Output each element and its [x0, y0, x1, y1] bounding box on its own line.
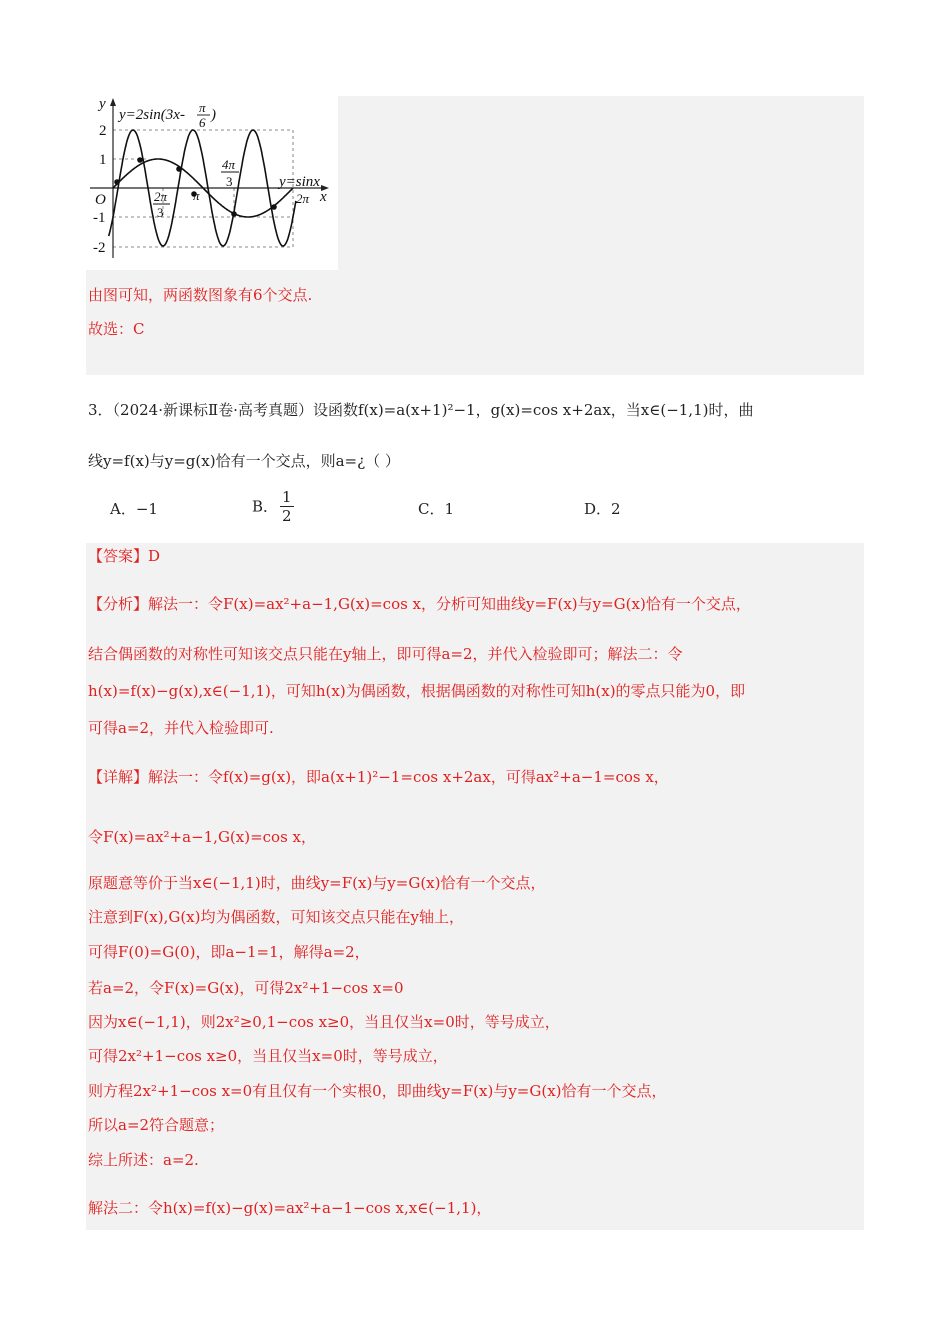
origin-label: O [95, 192, 106, 208]
analysis-line-1: 【分析】解法一：令F(x)=ax²+a−1,G(x)=cos x，分析可知曲线y=F(x)与y=G(x)恰有一个交点， [88, 595, 751, 613]
option-b-prefix: B． [252, 497, 279, 516]
method-two-line: 解法二：令h(x)=f(x)−g(x)=ax²+a−1−cos x,x∈(−1,1)， [88, 1199, 492, 1217]
previous-conclusion: 由图可知，两函数图象有6个交点. [88, 286, 313, 304]
detail-line-6: 若a=2，令F(x)=G(x)，可得2x²+1−cos x=0 [88, 979, 404, 997]
curve2-label: y=sinx [279, 174, 320, 190]
tick-2pi3-num: 2π [154, 189, 168, 204]
option-b[interactable] [252, 488, 296, 525]
option-d[interactable]: D．2 [584, 500, 621, 518]
option-c[interactable]: C．1 [418, 500, 455, 518]
tick-pi: π [193, 188, 200, 203]
detail-line-5: 可得F(0)=G(0)，即a−1=1，解得a=2， [88, 943, 370, 961]
detail-line-9: 则方程2x²+1−cos x=0有且仅有一个实根0，即曲线y=F(x)与y=G(x)恰有一个交点， [88, 1082, 667, 1100]
curve1-close: ) [211, 107, 216, 123]
curve1-six: 6 [199, 115, 206, 130]
tick-4pi3-den: 3 [226, 174, 233, 189]
detail-line-10: 所以a=2符合题意； [88, 1116, 225, 1134]
detail-line-3: 原题意等价于当x∈(−1,1)时，曲线y=F(x)与y=G(x)恰有一个交点， [88, 874, 546, 892]
tick-2pi3-den: 3 [157, 205, 164, 220]
tick-minus1: -1 [93, 210, 106, 226]
option-a[interactable]: A．−1 [110, 500, 158, 518]
option-b-fraction [280, 488, 294, 525]
function-graph [86, 96, 338, 270]
option-b-numerator: 1 [282, 488, 292, 506]
tick-minus2: -2 [93, 240, 106, 256]
tick-2: 2 [99, 123, 107, 139]
question-line-1: 3．（2024·新课标Ⅱ卷·高考真题）设函数f(x)=a(x+1)²−1，g(x)=cos x+2ax，当x∈(−1,1)时，曲 [88, 401, 754, 419]
detail-line-11: 综上所述：a=2. [88, 1151, 199, 1169]
detail-line-8: 可得2x²+1−cos x≥0，当且仅当x=0时，等号成立， [88, 1047, 448, 1065]
answer-line: 【答案】D [88, 547, 161, 565]
curve1-label: y=2sin(3x- [119, 107, 185, 123]
tick-4pi3-num: 4π [222, 157, 236, 172]
analysis-line-4: 可得a=2，并代入检验即可. [88, 719, 274, 737]
detail-line-7: 因为x∈(−1,1)，则2x²≥0,1−cos x≥0，当且仅当x=0时，等号成立， [88, 1013, 560, 1031]
detail-line-2: 令F(x)=ax²+a−1,G(x)=cos x， [88, 828, 317, 846]
previous-choice: 故选：C [88, 320, 145, 338]
detail-line-4: 注意到F(x),G(x)均为偶函数，可知该交点只能在y轴上， [88, 908, 464, 926]
option-b-denominator: 2 [282, 507, 292, 525]
detail-line-1: 【详解】解法一：令f(x)=g(x)，即a(x+1)²−1=cos x+2ax，可得ax²+a−1=cos x， [88, 768, 669, 786]
y-axis-label: y [99, 96, 106, 112]
tick-2pi: 2π [296, 191, 310, 206]
x-axis-label: x [320, 189, 327, 205]
analysis-line-3: h(x)=f(x)−g(x),x∈(−1,1)，可知h(x)为偶函数，根据偶函数的对称性可知h(x)的零点只能为0，即 [88, 682, 746, 700]
question-line-2: 线y=f(x)与y=g(x)恰有一个交点，则a=¿（ ） [88, 452, 400, 470]
curve1-pi: π [199, 100, 206, 115]
tick-1: 1 [99, 152, 107, 168]
analysis-line-2: 结合偶函数的对称性可知该交点只能在y轴上，即可得a=2，并代入检验即可；解法二：令 [88, 645, 683, 663]
graph-svg [86, 96, 338, 270]
